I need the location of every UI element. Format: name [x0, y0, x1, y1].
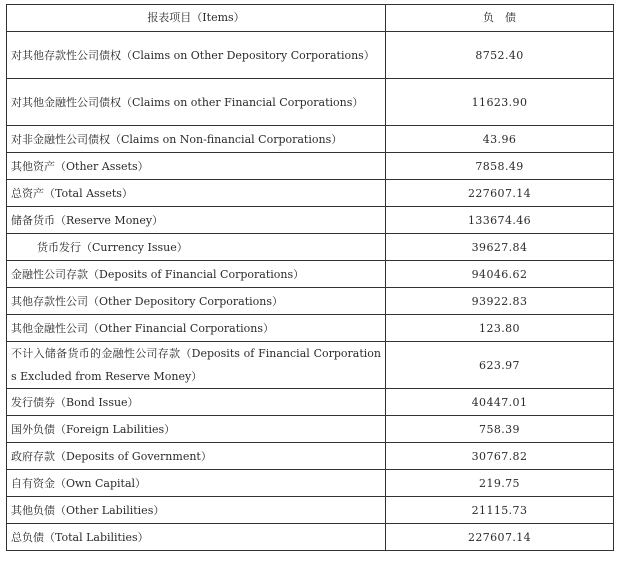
row-label: 发行债券（Bond Issue） — [7, 389, 386, 416]
row-label: 总资产（Total Assets） — [7, 180, 386, 207]
table-row — [7, 416, 614, 443]
row-value: 133674.46 — [386, 207, 614, 234]
table-row — [7, 180, 614, 207]
row-label: 不计入储备货币的金融性公司存款（Deposits of Financial Corporations Excluded from Reserve Money） — [7, 342, 386, 389]
row-label: 自有资金（Own Capital） — [7, 470, 386, 497]
row-label: 其他金融性公司（Other Financial Corporations） — [7, 315, 386, 342]
row-label: 总负债（Total Labilities） — [7, 524, 386, 551]
table-row — [7, 32, 614, 79]
table-row — [7, 389, 614, 416]
row-label: 金融性公司存款（Deposits of Financial Corporations） — [7, 261, 386, 288]
table-row — [7, 470, 614, 497]
row-value: 219.75 — [386, 470, 614, 497]
row-label: 储备货币（Reserve Money） — [7, 207, 386, 234]
table-row — [7, 153, 614, 180]
row-label: 对其他存款性公司债权（Claims on Other Depository Corporations） — [7, 32, 386, 79]
row-label: 其他存款性公司（Other Depository Corporations） — [7, 288, 386, 315]
row-value: 623.97 — [386, 342, 614, 389]
row-value: 30767.82 — [386, 443, 614, 470]
table-row — [7, 261, 614, 288]
row-value: 758.39 — [386, 416, 614, 443]
row-value: 227607.14 — [386, 524, 614, 551]
balance-sheet-table — [6, 4, 614, 551]
row-value: 7858.49 — [386, 153, 614, 180]
table-row — [7, 315, 614, 342]
table-row — [7, 524, 614, 551]
table-row — [7, 207, 614, 234]
table-row — [7, 79, 614, 126]
table-row — [7, 126, 614, 153]
table-row — [7, 443, 614, 470]
row-value: 11623.90 — [386, 79, 614, 126]
row-value: 227607.14 — [386, 180, 614, 207]
row-label: 货币发行（Currency Issue） — [7, 234, 386, 261]
row-value: 40447.01 — [386, 389, 614, 416]
row-value: 94046.62 — [386, 261, 614, 288]
row-label: 对其他金融性公司债权（Claims on other Financial Corporations） — [7, 79, 386, 126]
row-value: 39627.84 — [386, 234, 614, 261]
row-label: 国外负债（Foreign Labilities） — [7, 416, 386, 443]
row-label: 政府存款（Deposits of Government） — [7, 443, 386, 470]
table-row — [7, 497, 614, 524]
row-value: 123.80 — [386, 315, 614, 342]
row-value: 43.96 — [386, 126, 614, 153]
table-row — [7, 234, 614, 261]
table-header-row — [7, 5, 614, 32]
row-label: 其他负债（Other Labilities） — [7, 497, 386, 524]
table-row — [7, 288, 614, 315]
row-value: 8752.40 — [386, 32, 614, 79]
row-value: 21115.73 — [386, 497, 614, 524]
row-value: 93922.83 — [386, 288, 614, 315]
header-liabilities: 负 债 — [386, 5, 614, 32]
header-items: 报表项目（Items） — [7, 5, 386, 32]
table-row — [7, 342, 614, 389]
row-label: 对非金融性公司债权（Claims on Non-financial Corporations） — [7, 126, 386, 153]
row-label: 其他资产（Other Assets） — [7, 153, 386, 180]
